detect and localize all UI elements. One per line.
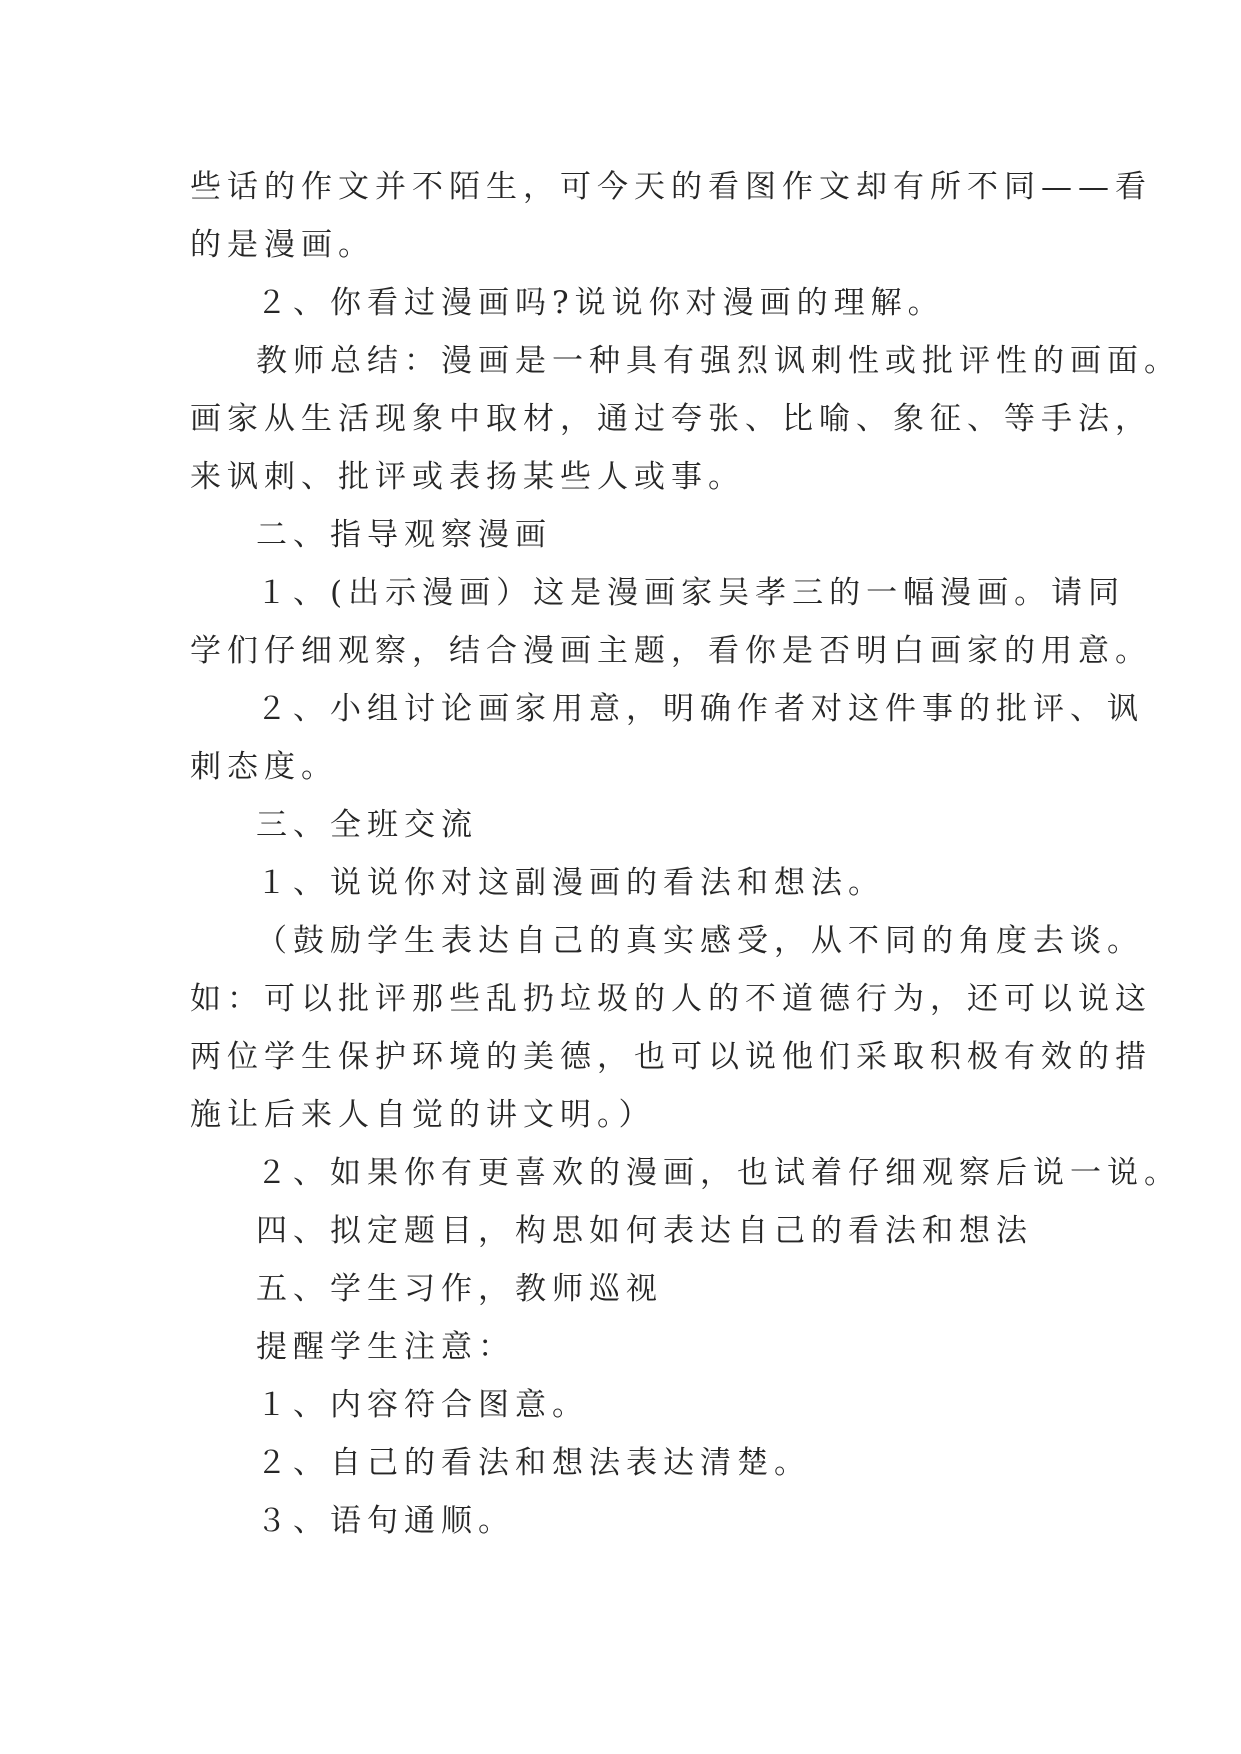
paragraph-line: （鼓励学生表达自己的真实感受，从不同的角度去谈。 xyxy=(256,923,1144,959)
section-heading: 二、指导观察漫画 xyxy=(256,517,552,553)
paragraph-line: 施让后来人自觉的讲文明。） xyxy=(190,1097,656,1133)
paragraph-line: 教师总结：漫画是一种具有强烈讽刺性或批评性的画面。 xyxy=(256,343,1181,379)
paragraph-line: 学们仔细观察，结合漫画主题，看你是否明白画家的用意。 xyxy=(190,633,1152,669)
paragraph-line: 画家从生活现象中取材，通过夸张、比喻、象征、等手法， xyxy=(190,401,1152,437)
paragraph-line: 的是漫画。 xyxy=(190,227,375,263)
document-body xyxy=(190,158,1181,1550)
paragraph-line: 提醒学生注意： xyxy=(256,1329,515,1365)
list-item: ２、自己的看法和想法表达清楚。 xyxy=(256,1445,811,1481)
paragraph-line: 刺态度。 xyxy=(190,749,338,785)
list-item: １、内容符合图意。 xyxy=(256,1387,589,1423)
paragraph-line: 如：可以批评那些乱扔垃圾的人的不道德行为，还可以说这 xyxy=(190,981,1152,1017)
list-item: ３、语句通顺。 xyxy=(256,1503,515,1539)
paragraph-line: 来讽刺、批评或表扬某些人或事。 xyxy=(190,459,745,495)
section-heading: 五、学生习作，教师巡视 xyxy=(256,1271,663,1307)
section-heading: 三、全班交流 xyxy=(256,807,478,843)
paragraph-line: １、(出示漫画）这是漫画家吴孝三的一幅漫画。请同 xyxy=(256,575,1126,611)
paragraph-line: 两位学生保护环境的美德，也可以说他们采取积极有效的措 xyxy=(190,1039,1152,1075)
section-heading: 四、拟定题目，构思如何表达自己的看法和想法 xyxy=(256,1213,1033,1249)
paragraph-line: １、说说你对这副漫画的看法和想法。 xyxy=(256,865,885,901)
paragraph-line: 些话的作文并不陌生，可今天的看图作文却有所不同——看 xyxy=(190,169,1152,205)
paragraph-line: ２、你看过漫画吗?说说你对漫画的理解。 xyxy=(256,285,945,321)
paragraph-line: ２、小组讨论画家用意，明确作者对这件事的批评、讽 xyxy=(256,691,1144,727)
paragraph-line: ２、如果你有更喜欢的漫画，也试着仔细观察后说一说。 xyxy=(256,1155,1181,1191)
